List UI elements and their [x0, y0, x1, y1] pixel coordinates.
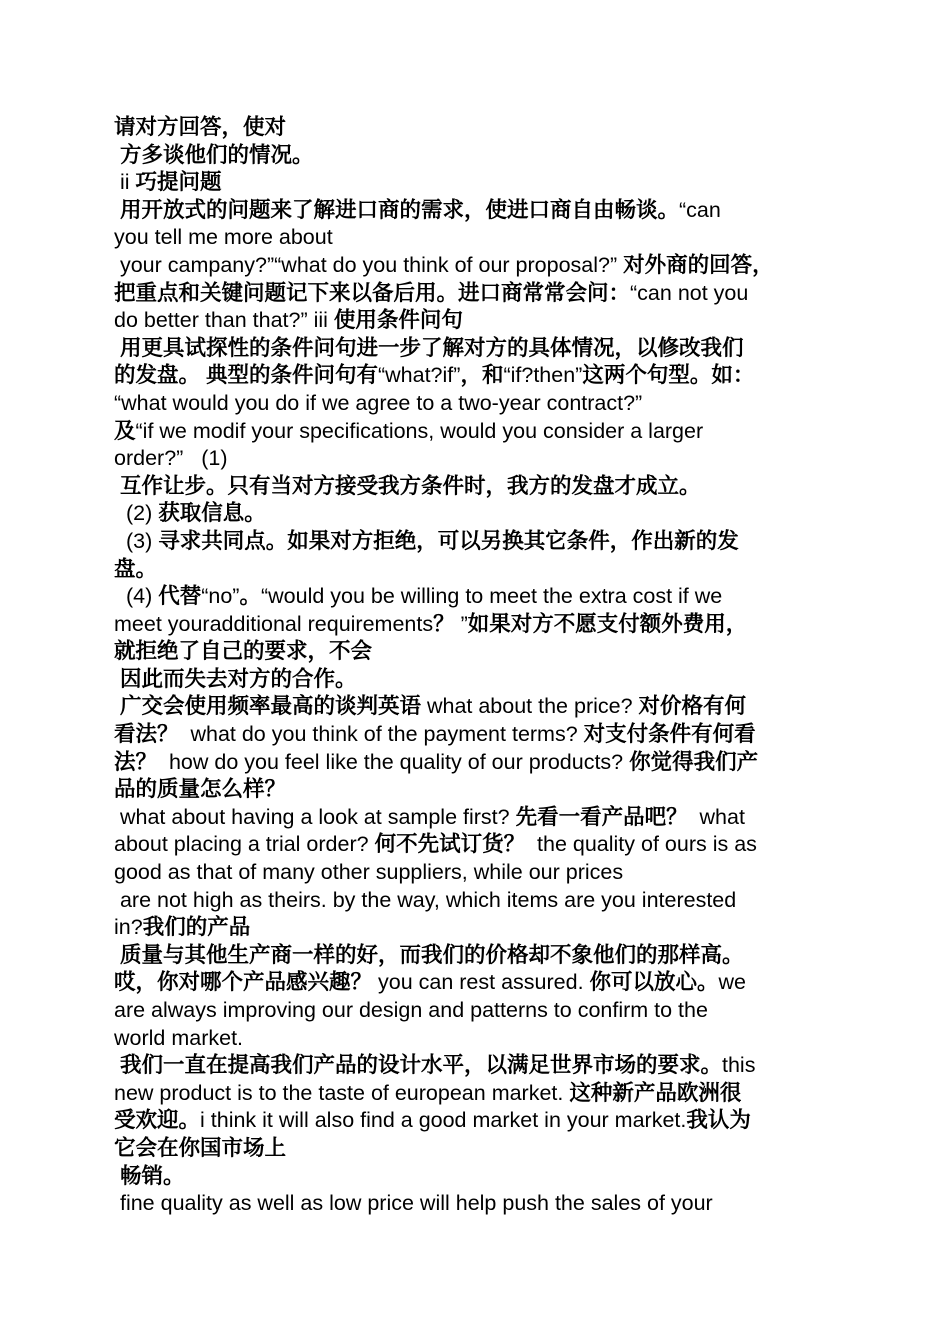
- chinese-text-segment: 这种新产品欧洲很: [569, 1080, 742, 1105]
- text-line: [114, 1163, 840, 1191]
- text-line: [114, 224, 840, 252]
- english-text-segment: the quality of ours is as: [525, 832, 757, 857]
- text-line: [114, 142, 840, 170]
- chinese-text-segment: 我们的产品: [142, 915, 251, 940]
- chinese-text-segment: 看法？: [114, 722, 179, 747]
- english-text-segment: “would you be willing to meet the extra cost if we: [260, 584, 723, 609]
- english-text-segment: order?” (1): [114, 446, 228, 471]
- english-text-segment: i think it will also find a good market in your market.: [200, 1108, 687, 1133]
- english-text-segment: meet youradditional requirements: [114, 611, 434, 636]
- chinese-text-segment: 用更具试探性的条件问句进一步了解对方的具体情况，以修改我们: [114, 335, 744, 360]
- chinese-text-segment: 因此而失去对方的合作。: [114, 666, 357, 691]
- english-text-segment: we: [718, 970, 747, 995]
- chinese-text-segment: 对外商的回答，: [623, 252, 774, 277]
- chinese-text-segment: 哎，你对哪个产品感兴趣？: [114, 970, 373, 995]
- text-line: [114, 556, 840, 584]
- english-text-segment: you can rest assured.: [372, 970, 590, 995]
- text-line: [114, 776, 840, 804]
- chinese-text-segment: 品的质量怎么样？: [114, 777, 287, 802]
- english-text-segment: what about having a look at sample first?: [114, 804, 516, 829]
- text-line: [114, 197, 840, 225]
- english-text-segment: “no”: [201, 584, 240, 609]
- chinese-text-segment: 请对方回答，使对: [114, 115, 287, 139]
- chinese-text-segment: 何不先试订货？: [374, 832, 526, 857]
- chinese-text-segment: 使用条件问句: [333, 308, 463, 333]
- chinese-text-segment: 受欢迎。: [114, 1108, 201, 1133]
- text-line: [114, 169, 840, 197]
- english-text-segment: (4): [114, 584, 159, 609]
- chinese-text-segment: 互作让步。只有当对方接受我方条件时，我方的发盘才成立。: [114, 473, 701, 498]
- text-line: [114, 942, 840, 970]
- chinese-text-segment: 质量与其他生产商一样的好，而我们的价格却不象他们的那样高。: [114, 942, 744, 967]
- document-page: [114, 114, 840, 1218]
- chinese-text-segment: ？: [433, 611, 455, 636]
- english-text-segment: what about the price?: [420, 694, 639, 719]
- english-text-segment: “can: [678, 197, 721, 222]
- english-text-segment: are not high as theirs. by the way, which items are you interested: [114, 887, 737, 912]
- text-line: [114, 473, 840, 501]
- chinese-text-segment: 。: [239, 584, 261, 609]
- text-line: [114, 307, 840, 335]
- english-text-segment: good as that of many other suppliers, while our prices: [114, 860, 624, 885]
- chinese-text-segment: 你可以放心。: [589, 970, 719, 995]
- english-text-segment: ii: [114, 170, 136, 195]
- chinese-text-segment: 你觉得我们产: [629, 749, 759, 774]
- text-line: [114, 1025, 840, 1053]
- english-text-segment: “what?if”: [377, 363, 461, 388]
- english-text-segment: you tell me more about: [114, 225, 333, 250]
- chinese-text-segment: 方多谈他们的情况。: [114, 142, 314, 167]
- english-text-segment: your campany?”“what do you think of our proposal?”: [114, 252, 624, 277]
- text-line: [114, 611, 840, 639]
- chinese-text-segment: 这两个句型。如：: [582, 363, 755, 388]
- chinese-text-segment: 如果对方不愿支付额外费用，: [467, 611, 748, 636]
- chinese-text-segment: 广交会使用频率最高的谈判英语: [114, 694, 421, 719]
- chinese-text-segment: 把重点和关键问题记下来以备后用。进口商常常会问：: [114, 280, 631, 305]
- english-text-segment: “if we modif your specifications, would you consider a larger: [135, 418, 704, 443]
- english-text-segment: world market.: [114, 1025, 244, 1050]
- english-text-segment: are always improving our design and patterns to confirm to the: [114, 998, 708, 1022]
- text-line: [114, 252, 840, 280]
- english-text-segment: (3): [114, 528, 159, 553]
- english-text-segment: do better than that?” iii: [114, 308, 334, 333]
- english-text-segment: “what would you do if we agree to a two-year contract?”: [114, 390, 643, 415]
- text-line: [114, 335, 840, 363]
- text-line: [114, 1135, 840, 1163]
- text-line: [114, 390, 840, 418]
- text-line: [114, 693, 840, 721]
- chinese-text-segment: 畅销。: [114, 1163, 185, 1188]
- chinese-text-segment: ，和: [460, 363, 504, 388]
- text-line: [114, 362, 840, 390]
- english-text-segment: this: [721, 1053, 756, 1078]
- chinese-text-segment: 法？: [114, 749, 158, 774]
- text-line: [114, 749, 840, 777]
- text-line: [114, 1080, 840, 1108]
- english-text-segment: about placing a trial order?: [114, 832, 375, 857]
- english-text-segment: what: [687, 804, 745, 829]
- chinese-text-segment: 它会在你国市场上: [114, 1135, 287, 1160]
- text-line: [114, 418, 840, 446]
- text-line: [114, 583, 840, 611]
- text-line: [114, 500, 840, 528]
- chinese-text-segment: 用开放式的问题来了解进口商的需求，使进口商自由畅谈。: [114, 197, 679, 222]
- english-text-segment: how do you feel like the quality of our products?: [157, 749, 630, 774]
- chinese-text-segment: 的发盘。 典型的条件问句有: [114, 363, 378, 388]
- chinese-text-segment: 获取信息。: [158, 501, 266, 526]
- chinese-text-segment: 对价格有何: [638, 694, 747, 719]
- chinese-text-segment: 我们一直在提高我们产品的设计水平，以满足世界市场的要求。: [114, 1053, 722, 1078]
- text-line: [114, 445, 840, 473]
- chinese-text-segment: 我认为: [686, 1108, 751, 1133]
- text-line: [114, 887, 840, 915]
- text-line: [114, 1107, 840, 1135]
- chinese-text-segment: 先看一看产品吧？: [515, 804, 688, 829]
- chinese-text-segment: 巧提问题: [135, 170, 222, 195]
- chinese-text-segment: 寻求共同点。如果对方拒绝，可以另换其它条件，作出新的发: [158, 528, 739, 553]
- text-line: [114, 1190, 840, 1218]
- chinese-text-segment: 代替: [158, 584, 202, 609]
- text-line: [114, 831, 840, 859]
- text-line: [114, 721, 840, 749]
- text-line: [114, 997, 840, 1025]
- text-line: [114, 859, 840, 887]
- chinese-text-segment: 就拒绝了自己的要求，不会: [114, 639, 373, 664]
- text-line: [114, 969, 840, 997]
- text-line: [114, 1052, 840, 1080]
- chinese-text-segment: 盘。: [114, 556, 158, 581]
- text-line: [114, 804, 840, 832]
- text-line: [114, 528, 840, 556]
- text-line: [114, 666, 840, 694]
- text-line: [114, 114, 840, 142]
- english-text-segment: fine quality as well as low price will help push the sales of your: [114, 1191, 713, 1216]
- text-line: [114, 280, 840, 308]
- english-text-segment: (2): [114, 501, 159, 526]
- english-text-segment: in?: [114, 915, 143, 940]
- english-text-segment: new product is to the taste of european market.: [114, 1080, 570, 1105]
- english-text-segment: what do you think of the payment terms?: [178, 722, 584, 747]
- chinese-text-segment: 及: [114, 418, 136, 443]
- text-line: [114, 638, 840, 666]
- chinese-text-segment: 对支付条件有何看: [583, 722, 756, 747]
- english-text-segment: ”: [454, 611, 468, 636]
- text-line: [114, 914, 840, 942]
- english-text-segment: “if?then”: [503, 363, 583, 388]
- english-text-segment: “can not you: [630, 280, 749, 305]
